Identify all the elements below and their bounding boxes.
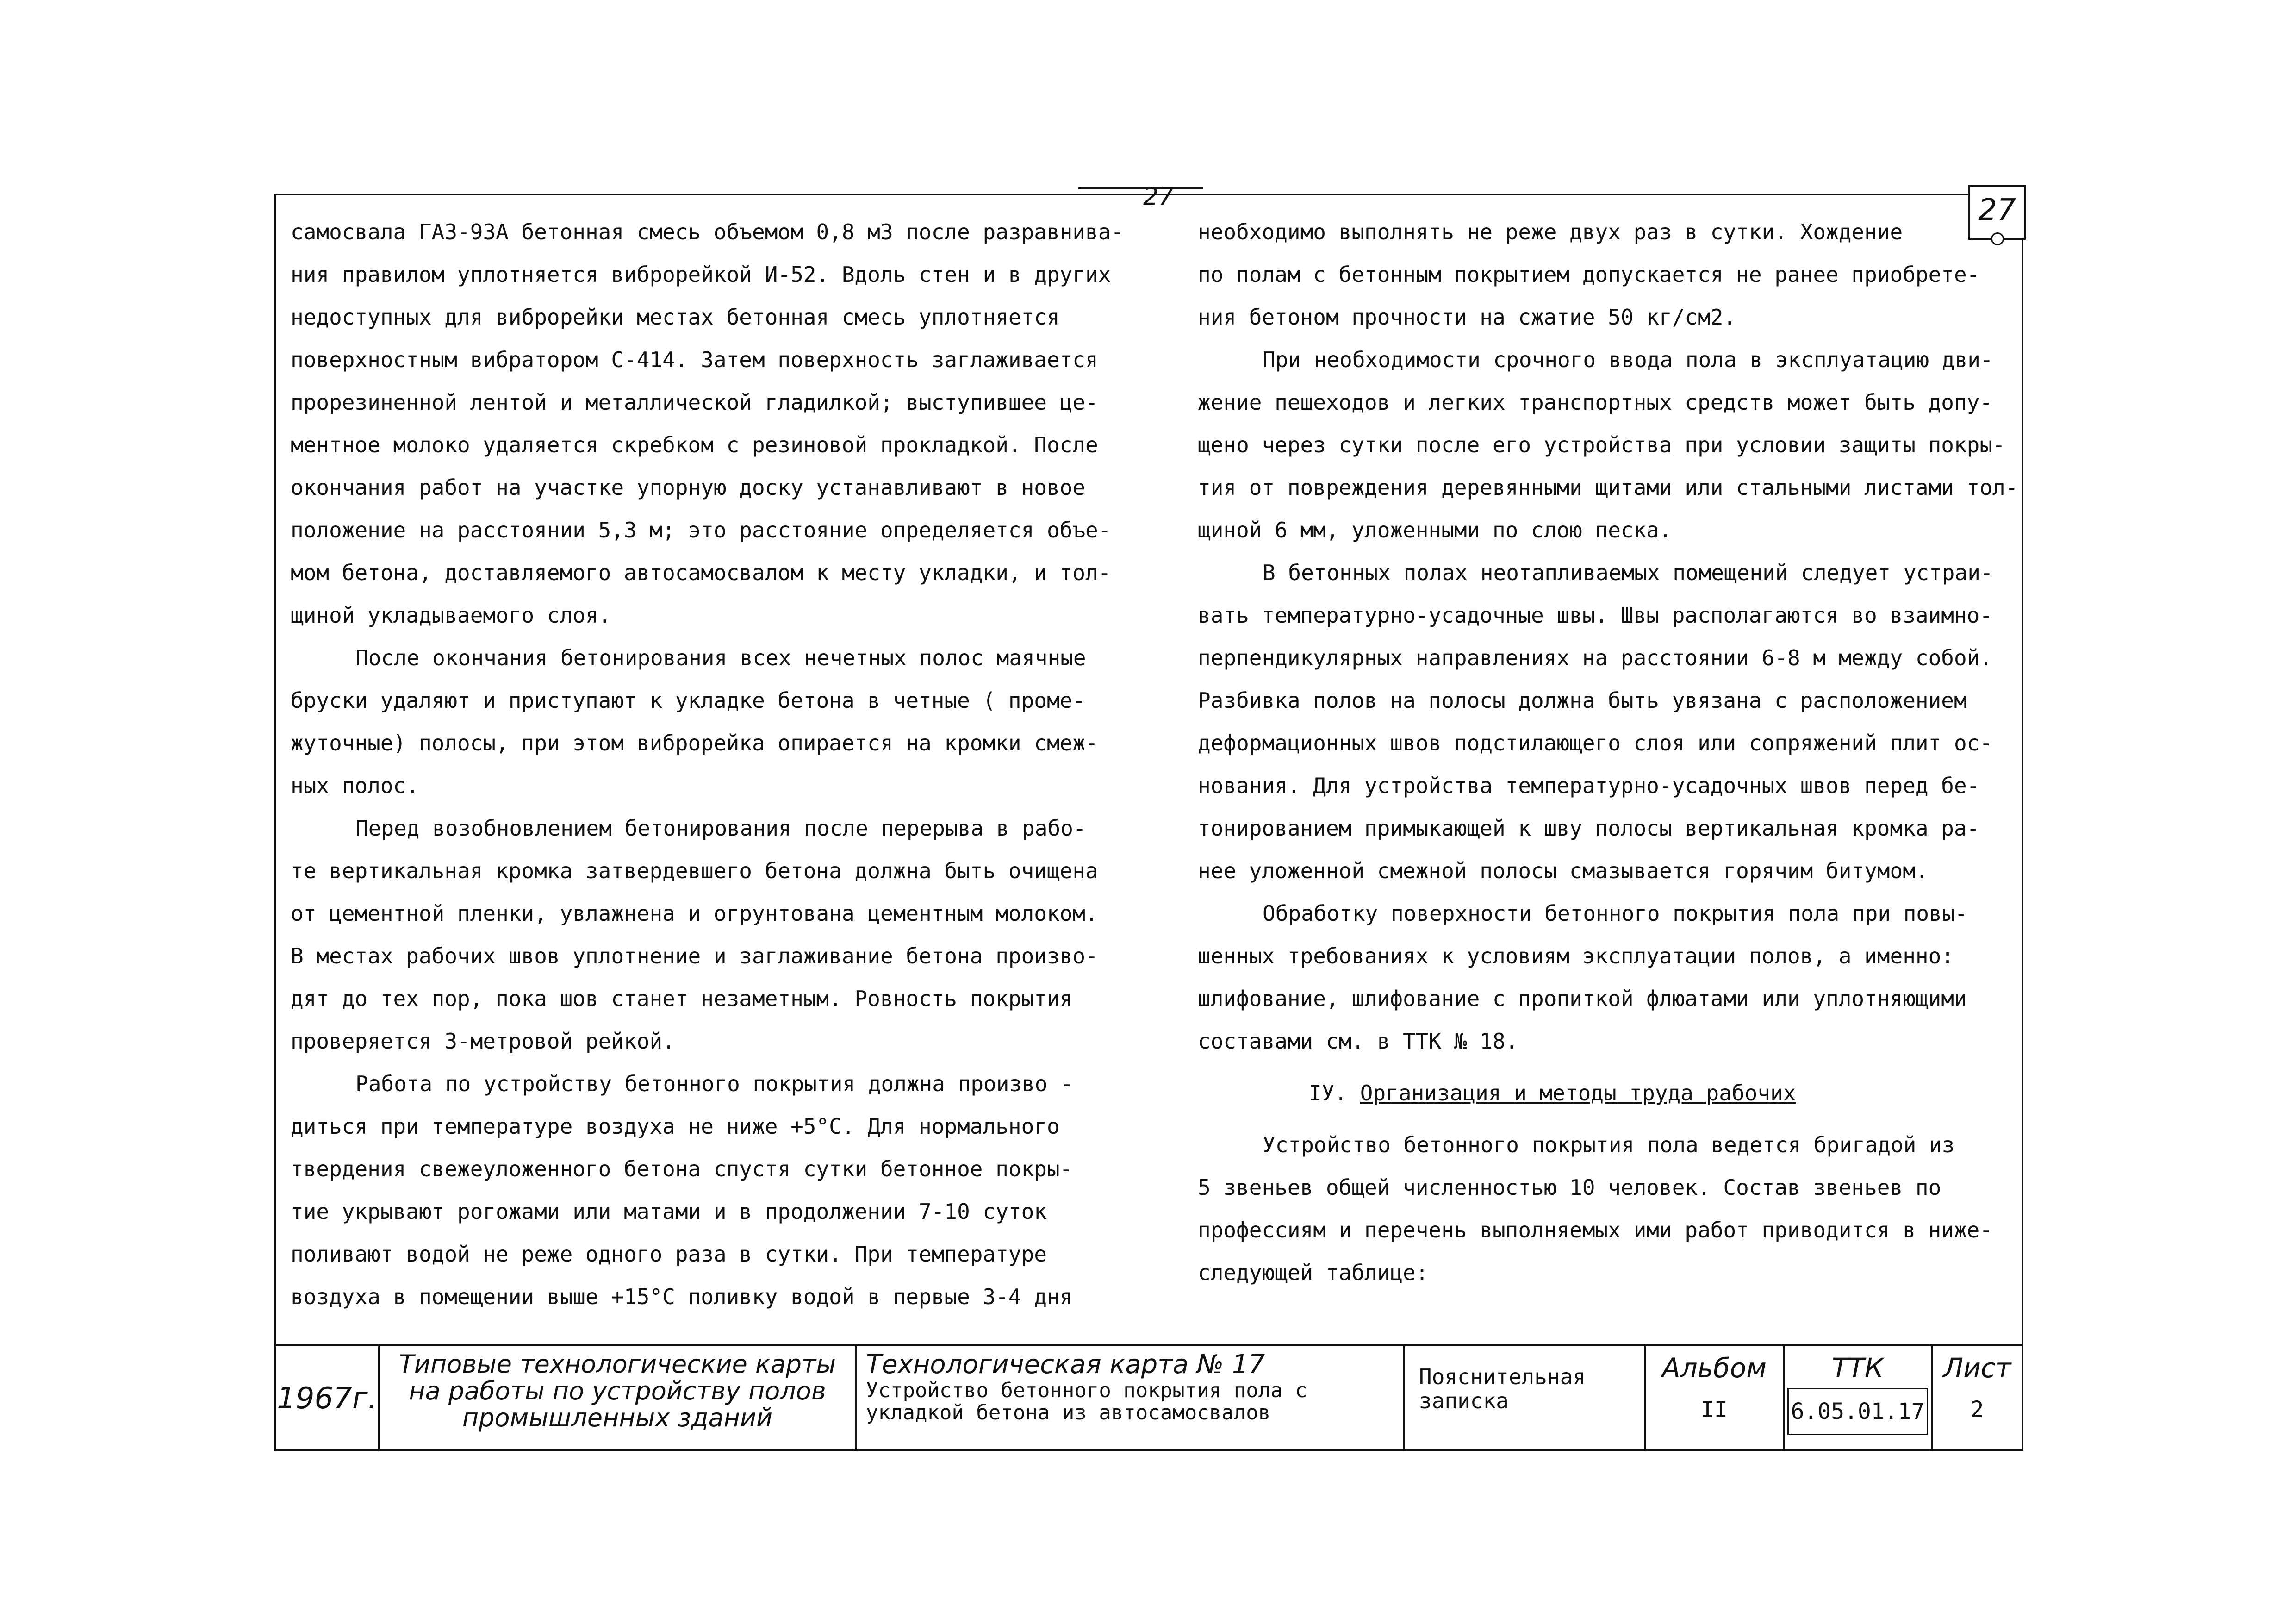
text-line: необходимо выполнять не реже двух раз в сутки. Хождение — [1198, 219, 1903, 244]
text-line: твердения свежеуложенного бетона спустя сутки бетонное покры- — [291, 1156, 1073, 1181]
series-line-2: на работы по устройству полов — [409, 1376, 826, 1405]
section-number: IУ. — [1309, 1081, 1348, 1106]
title-block-series — [380, 1346, 857, 1451]
text-line: 5 звеньев общей численностью 10 человек. Состав звеньев по — [1198, 1175, 1941, 1200]
left-column — [291, 211, 1124, 1318]
text-line: поверхностным вибратором С-414. Затем поверхность заглаживается — [291, 347, 1098, 372]
sheet-label: Лист — [1943, 1352, 2011, 1384]
card-title: Технологическая карта № 17 — [866, 1349, 1265, 1380]
text-line: Перед возобновлением бетонирования после перерыва в рабо- — [355, 816, 1086, 841]
text-line: щено через сутки после его устройства при условии защиты покры- — [1198, 432, 2005, 457]
ttk-value: 6.05.01.17 — [1787, 1388, 1928, 1435]
text-line: ния бетоном прочности на сжатие 50 кг/см2. — [1198, 305, 1736, 330]
ttk-label: ТТК — [1831, 1352, 1884, 1384]
text-line: поливают водой не реже одного раза в сутки. При температуре — [291, 1242, 1047, 1267]
text-line: щиной укладываемого слоя. — [291, 603, 611, 628]
card-subtitle: Устройство бетонного покрытия пола с укладкой бетона из автосамосвалов — [866, 1379, 1307, 1424]
text-line: от цементной пленки, увлажнена и огрунтована цементным молоком. — [291, 901, 1098, 926]
text-line: шенных требованиях к условиям эксплуатации полов, а именно: — [1198, 943, 1954, 968]
text-line: После окончания бетонирования всех нечетных полос маячные — [355, 645, 1086, 670]
album-value: II — [1701, 1397, 1728, 1423]
sheet-value: 2 — [1970, 1397, 1984, 1423]
text-line: прорезиненной лентой и металлической гладилкой; выступившее це- — [291, 390, 1098, 415]
text-line: тонированием примыкающей к шву полосы вертикальная кромка ра- — [1198, 816, 1980, 841]
title-block-album — [1646, 1346, 1785, 1451]
text-line: бруски удаляют и приступают к укладке бетона в четные ( проме- — [291, 688, 1086, 713]
text-line: вать температурно-усадочные швы. Швы располагаются во взаимно- — [1198, 603, 1993, 628]
text-line: ния правилом уплотняется виброрейкой И-52. Вдоль стен и в других — [291, 262, 1111, 287]
text-line: тия от повреждения деревянными щитами или стальными листами тол- — [1198, 475, 2018, 500]
text-line: следующей таблице: — [1198, 1260, 1429, 1285]
text-line: самосвала ГАЗ-93А бетонная смесь объемом 0,8 м3 после разравнива- — [291, 219, 1124, 244]
text-line: жение пешеходов и легких транспортных средств может быть допу- — [1198, 390, 1993, 415]
text-line: недоступных для виброрейки местах бетонная смесь уплотняется — [291, 305, 1060, 330]
title-block-note: Пояснительная записка — [1405, 1346, 1646, 1451]
right-column — [1198, 211, 2017, 1294]
section-title: Организация и методы труда рабочих — [1360, 1081, 1796, 1106]
text-line: тие укрывают рогожами или матами и в продолжении 7-10 суток — [291, 1199, 1047, 1224]
text-line: ных полос. — [291, 773, 419, 798]
title-block-sheet — [1933, 1346, 2022, 1451]
text-line: дят до тех пор, пока шов станет незаметным. Ровность покрытия — [291, 986, 1073, 1011]
text-line: В местах рабочих швов уплотнение и заглаживание бетона произво- — [291, 943, 1098, 968]
title-block-year: 1967г. — [276, 1346, 380, 1451]
text-line: ментное молоко удаляется скребком с резиновой прокладкой. После — [291, 432, 1098, 457]
text-line: профессиям и перечень выполняемых ими работ приводится в ниже- — [1198, 1218, 1993, 1243]
text-line: щиной 6 мм, уложенными по слою песка. — [1198, 518, 1672, 543]
text-line: При необходимости срочного ввода пола в эксплуатацию дви- — [1263, 347, 1993, 372]
text-line: жуточные) полосы, при этом виброрейка опирается на кромки смеж- — [291, 731, 1098, 756]
text-line: те вертикальная кромка затвердевшего бетона должна быть очищена — [291, 858, 1098, 883]
text-line: Разбивка полов на полосы должна быть увязана с расположением — [1198, 688, 1967, 713]
text-line: проверяется 3-метровой рейкой. — [291, 1029, 675, 1054]
right-column-text-after — [1198, 1124, 2017, 1294]
text-line: В бетонных полах неотапливаемых помещений следует устраи- — [1263, 560, 1993, 585]
text-line: Работа по устройству бетонного покрытия должна произво - — [355, 1071, 1073, 1096]
title-block — [276, 1344, 2022, 1451]
text-line: Устройство бетонного покрытия пола ведется бригадой из — [1263, 1132, 1955, 1157]
text-line: положение на расстоянии 5,3 м; это расстояние определяется объе- — [291, 518, 1111, 543]
text-line: шлифование, шлифование с пропиткой флюатами или уплотняющими — [1198, 986, 1967, 1011]
page-number-corner: 27 — [1968, 185, 2026, 240]
album-label: Альбом — [1662, 1352, 1767, 1384]
series-line-1: Типовые технологические карты — [398, 1349, 836, 1379]
text-line: по полам с бетонным покрытием допускается не ранее приобрете- — [1198, 262, 1980, 287]
text-line: нее уложенной смежной полосы смазывается горячим битумом. — [1198, 858, 1929, 883]
title-block-card — [857, 1346, 1405, 1451]
text-line: нования. Для устройства температурно-усадочных швов перед бе- — [1198, 773, 1980, 798]
page-number-top: 27 — [1143, 183, 1174, 211]
text-line: перпендикулярных направлениях на расстоянии 6-8 м между собой. — [1198, 645, 1993, 670]
text-line: окончания работ на участке упорную доску устанавливают в новое — [291, 475, 1086, 500]
text-line: диться при температуре воздуха не ниже +5°С. Для нормального — [291, 1114, 1060, 1139]
section-heading — [1198, 1072, 2017, 1114]
text-line: мом бетона, доставляемого автосамосвалом к месту укладки, и тол- — [291, 560, 1111, 585]
text-line: воздуха в помещении выше +15°С поливку водой в первые 3-4 дня — [291, 1284, 1073, 1309]
series-line-3: промышленных зданий — [462, 1403, 773, 1432]
text-line: составами см. в ТТК № 18. — [1198, 1029, 1518, 1054]
top-divider — [1078, 187, 1203, 189]
text-line: деформационных швов подстилающего слоя или сопряжений плит ос- — [1198, 731, 1993, 756]
title-block-ttk — [1785, 1346, 1933, 1451]
text-line: Обработку поверхности бетонного покрытия пола при повы- — [1263, 901, 1968, 926]
right-column-text — [1198, 211, 2017, 1062]
